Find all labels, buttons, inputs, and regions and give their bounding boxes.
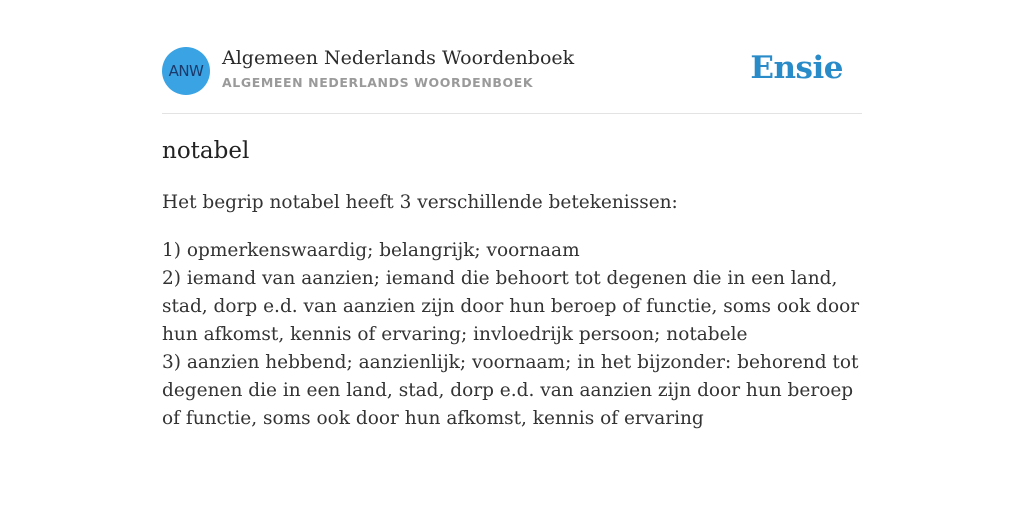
entry-intro: Het begrip notabel heeft 3 verschillende betekenissen: xyxy=(162,192,678,213)
definition-card xyxy=(162,0,862,512)
source-title[interactable]: Algemeen Nederlands Woordenboek xyxy=(222,47,575,69)
entry-word: notabel xyxy=(162,138,250,164)
source-header xyxy=(162,46,862,96)
meaning-list xyxy=(162,237,862,433)
source-subtitle: ALGEMEEN NEDERLANDS WOORDENBOEK xyxy=(222,75,534,90)
meaning-item: 1) opmerkenswaardig; belangrijk; voornaam xyxy=(162,240,580,261)
source-logo[interactable]: ANW xyxy=(162,47,210,95)
meaning-item: 2) iemand van aanzien; iemand die behoort tot degenen die in een land, stad, dorp e.d. van aanzien zijn door hun beroep of functie, soms ook door hun afkomst, kennis of ervaring; invloedrijk persoon; notabele xyxy=(162,268,860,345)
header-divider xyxy=(162,113,862,114)
meaning-item: 3) aanzien hebbend; aanzienlijk; voornaam; in het bijzonder: behorend tot degenen die in een land, stad, dorp e.d. van aanzien zijn door hun beroep of functie, soms ook door hun afkomst, kennis of ervaring xyxy=(162,352,859,429)
brand-logo[interactable]: Ensie xyxy=(750,50,843,86)
